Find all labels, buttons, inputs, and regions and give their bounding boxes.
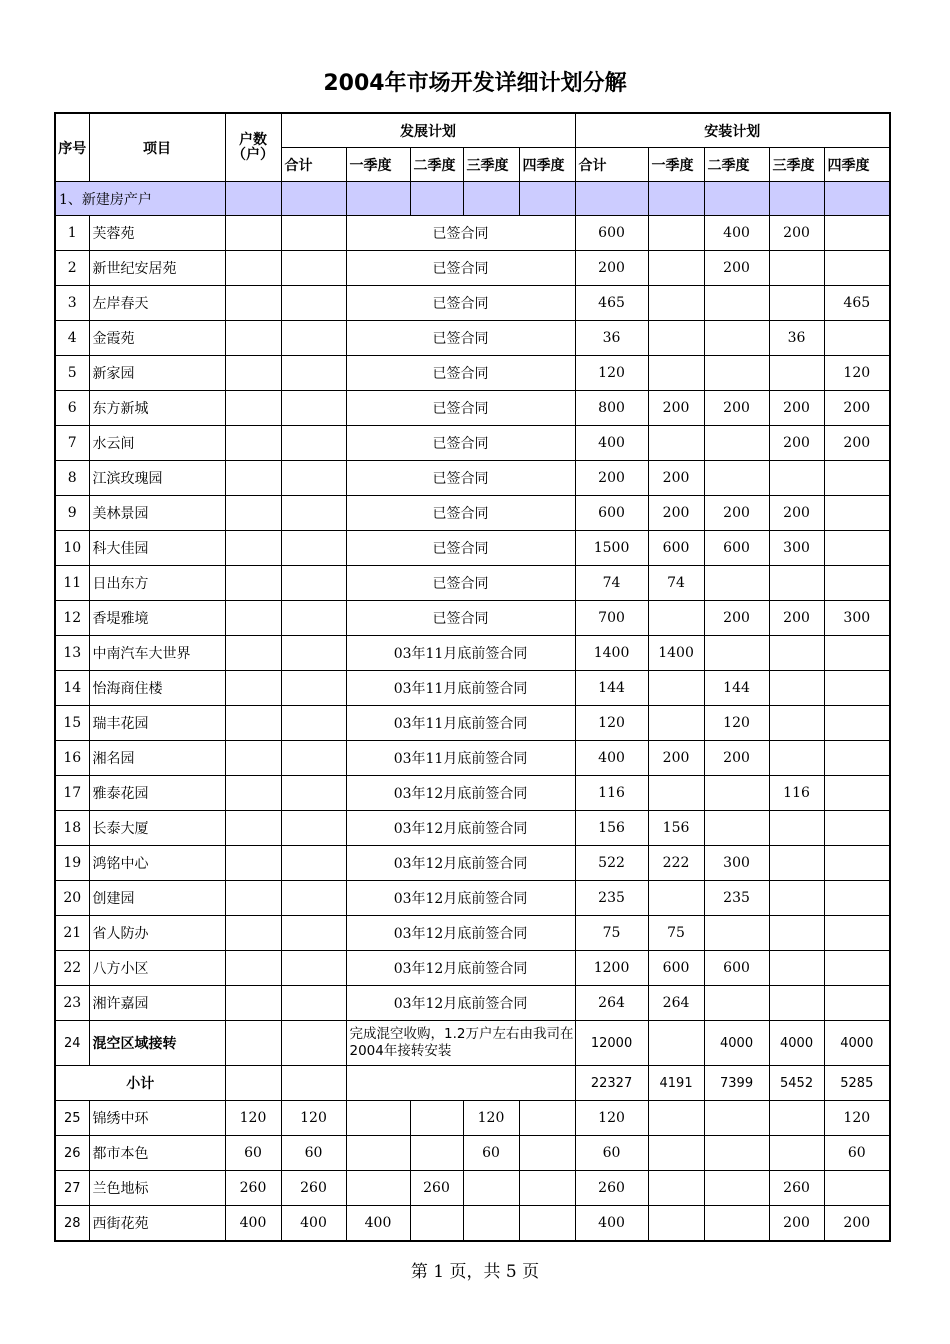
project-name: 瑞丰花园 [89,706,225,741]
households: 60 [225,1136,281,1171]
install-q2: 400 [704,216,769,251]
install-q4-header: 四季度 [824,148,890,182]
install-q2 [704,1206,769,1242]
table-row [55,1171,890,1206]
row-number: 10 [55,531,89,566]
install-total: 600 [575,496,648,531]
table-row [55,356,890,391]
install-q1 [648,671,704,706]
install-total: 36 [575,321,648,356]
project-name: 科大佳园 [89,531,225,566]
row-number: 19 [55,846,89,881]
project-name: 雅泰花园 [89,776,225,811]
install-q3 [769,1101,824,1136]
row-number: 1 [55,216,89,251]
install-q2: 600 [704,531,769,566]
header-row-1 [55,113,890,148]
table-row [55,1101,890,1136]
install-total: 1500 [575,531,648,566]
plan-note: 03年11月底前签合同 [346,636,575,671]
project-name: 锦绣中环 [89,1101,225,1136]
install-q3 [769,636,824,671]
install-q3 [769,741,824,776]
plan-note: 03年12月底前签合同 [346,776,575,811]
plan-note: 已签合同 [346,566,575,601]
install-total: 120 [575,706,648,741]
install-q2: 200 [704,601,769,636]
install-total: 400 [575,426,648,461]
install-q4 [824,671,890,706]
install-q3 [769,251,824,286]
install-q3 [769,846,824,881]
table-row [55,846,890,881]
install-total: 264 [575,986,648,1021]
row-number: 3 [55,286,89,321]
project-name: 金霞苑 [89,321,225,356]
table-row [55,706,890,741]
install-total: 465 [575,286,648,321]
install-q3: 200 [769,496,824,531]
project-name: 八方小区 [89,951,225,986]
subtotal-label: 小计 [55,1066,225,1101]
install-plan-header: 安装计划 [575,113,890,148]
page-footer: 第 1 页，共 5 页 [410,1262,540,1282]
row-number: 8 [55,461,89,496]
install-q4 [824,986,890,1021]
install-q2: 600 [704,951,769,986]
plan-note: 03年11月底前签合同 [346,741,575,776]
install-q1: 1400 [648,636,704,671]
row-number: 22 [55,951,89,986]
table-row [55,741,890,776]
install-q1: 200 [648,461,704,496]
install-q2 [704,321,769,356]
install-q1: 264 [648,986,704,1021]
install-q4 [824,776,890,811]
install-q1: 222 [648,846,704,881]
row-number: 7 [55,426,89,461]
dev-q2 [410,1101,463,1136]
install-q2: 200 [704,391,769,426]
table-row [55,601,890,636]
table-row [55,566,890,601]
dev-q4 [519,1206,575,1242]
row-number: 26 [55,1136,89,1171]
project-name: 江滨玫瑰园 [89,461,225,496]
plan-note: 已签合同 [346,286,575,321]
install-q4 [824,216,890,251]
table-row [55,671,890,706]
install-total: 120 [575,356,648,391]
dev-q3: 60 [463,1136,519,1171]
install-q4 [824,636,890,671]
project-header: 项目 [89,113,225,182]
install-q1: 156 [648,811,704,846]
install-q1 [648,1171,704,1206]
install-q4 [824,251,890,286]
project-name: 鸿铭中心 [89,846,225,881]
households-header: 户数（户） [225,113,281,182]
dev-q2: 260 [410,1171,463,1206]
install-q3 [769,706,824,741]
plan-note: 03年11月底前签合同 [346,706,575,741]
table-row [55,496,890,531]
table-row [55,916,890,951]
install-q4 [824,741,890,776]
dev-total: 400 [281,1206,346,1242]
table-row [55,461,890,496]
install-q1: 200 [648,391,704,426]
install-q4 [824,321,890,356]
table-row [55,881,890,916]
install-total: 400 [575,1206,648,1242]
install-total: 116 [575,776,648,811]
install-q2: 200 [704,496,769,531]
install-total: 120 [575,1101,648,1136]
row-number: 4 [55,321,89,356]
plan-note: 已签合同 [346,216,575,251]
plan-note: 已签合同 [346,391,575,426]
install-q3 [769,356,824,391]
install-q1 [648,706,704,741]
dev-q4 [519,1171,575,1206]
dev-q1: 400 [346,1206,410,1242]
row-number: 2 [55,251,89,286]
install-q4: 465 [824,286,890,321]
project-name: 兰色地标 [89,1171,225,1206]
row-number: 13 [55,636,89,671]
install-q2: 235 [704,881,769,916]
project-name: 湘许嘉园 [89,986,225,1021]
section-row [55,182,890,216]
project-name: 西街花苑 [89,1206,225,1242]
install-q1 [648,321,704,356]
plan-note: 03年12月底前签合同 [346,881,575,916]
install-total: 235 [575,881,648,916]
project-name: 中南汽车大世界 [89,636,225,671]
table-row [55,391,890,426]
install-total: 60 [575,1136,648,1171]
plan-note: 完成混空收购，1.2万户左右由我司在2004年接转安装 [346,1021,575,1066]
plan-note: 已签合同 [346,426,575,461]
install-q1: 200 [648,496,704,531]
install-q3: 200 [769,391,824,426]
install-q1 [648,1206,704,1242]
install-q2 [704,286,769,321]
install-total: 1400 [575,636,648,671]
install-q3 [769,811,824,846]
row-number: 21 [55,916,89,951]
dev-total-header: 合计 [281,148,346,182]
table-row [55,811,890,846]
install-q1 [648,1136,704,1171]
plan-table [54,112,891,1242]
install-q2 [704,636,769,671]
install-q4 [824,496,890,531]
install-q1 [648,356,704,391]
table-row [55,251,890,286]
plan-note: 03年12月底前签合同 [346,951,575,986]
install-q1: 74 [648,566,704,601]
install-q1 [648,286,704,321]
dev-total: 260 [281,1171,346,1206]
row-number: 15 [55,706,89,741]
table-row [55,321,890,356]
dev-q3-header: 三季度 [463,148,519,182]
table-row [55,216,890,251]
dev-q4-header: 四季度 [519,148,575,182]
plan-note: 已签合同 [346,356,575,391]
dev-q1 [346,1136,410,1171]
install-total: 156 [575,811,648,846]
project-name: 芙蓉苑 [89,216,225,251]
plan-note: 已签合同 [346,321,575,356]
dev-q2-header: 二季度 [410,148,463,182]
install-q2 [704,1136,769,1171]
install-q4 [824,811,890,846]
households: 400 [225,1206,281,1242]
install-total-header: 合计 [575,148,648,182]
section-title: 1、新建房产户 [55,182,225,216]
install-q4 [824,881,890,916]
install-q2: 120 [704,706,769,741]
install-q2 [704,356,769,391]
install-q1 [648,881,704,916]
plan-note: 03年12月底前签合同 [346,916,575,951]
plan-note: 03年11月底前签合同 [346,671,575,706]
row-number: 9 [55,496,89,531]
project-name: 新世纪安居苑 [89,251,225,286]
dev-plan-header: 发展计划 [281,113,575,148]
row-number: 6 [55,391,89,426]
install-total: 800 [575,391,648,426]
install-q3: 200 [769,601,824,636]
install-q3: 116 [769,776,824,811]
install-q2 [704,916,769,951]
table-row [55,776,890,811]
install-total: 522 [575,846,648,881]
page-title: 2004年市场开发详细计划分解 [323,71,627,96]
install-q3 [769,881,824,916]
households: 260 [225,1171,281,1206]
install-q4 [824,531,890,566]
install-q3: 36 [769,321,824,356]
install-q1: 75 [648,916,704,951]
table-row [55,1206,890,1242]
row-number: 28 [55,1206,89,1242]
project-name: 创建园 [89,881,225,916]
plan-note: 03年12月底前签合同 [346,811,575,846]
table-row [55,986,890,1021]
dev-q1-header: 一季度 [346,148,410,182]
plan-note: 已签合同 [346,496,575,531]
install-q4 [824,461,890,496]
project-name: 都市本色 [89,1136,225,1171]
project-name: 新家园 [89,356,225,391]
install-q3 [769,1136,824,1171]
install-q4: 200 [824,426,890,461]
install-q2 [704,566,769,601]
dev-q2 [410,1136,463,1171]
seq-header: 序号 [55,113,89,182]
install-q1 [648,251,704,286]
households: 120 [225,1101,281,1136]
row-number: 12 [55,601,89,636]
install-q1 [648,776,704,811]
table-row [55,1136,890,1171]
install-q2 [704,776,769,811]
table-row [55,426,890,461]
install-q2 [704,986,769,1021]
row-number: 23 [55,986,89,1021]
install-q2 [704,461,769,496]
install-q4: 200 [824,391,890,426]
install-q3-header: 三季度 [769,148,824,182]
project-name: 长泰大厦 [89,811,225,846]
install-q2: 144 [704,671,769,706]
install-q2: 200 [704,741,769,776]
install-total: 200 [575,461,648,496]
install-q4 [824,916,890,951]
dev-q1 [346,1101,410,1136]
install-q2 [704,426,769,461]
install-q4 [824,1171,890,1206]
install-q1-header: 一季度 [648,148,704,182]
install-q3 [769,916,824,951]
plan-note: 03年12月底前签合同 [346,986,575,1021]
dev-q3 [463,1171,519,1206]
row-number: 20 [55,881,89,916]
dev-q3 [463,1206,519,1242]
project-name: 美林景园 [89,496,225,531]
install-q2-header: 二季度 [704,148,769,182]
install-q4 [824,706,890,741]
project-name: 水云间 [89,426,225,461]
project-name: 湘名园 [89,741,225,776]
subtotal-row: 小计 22327 4191 7399 5452 5285 [55,1066,890,1101]
plan-note: 03年12月底前签合同 [346,846,575,881]
row-number: 18 [55,811,89,846]
dev-q3: 120 [463,1101,519,1136]
plan-note: 已签合同 [346,601,575,636]
install-q4 [824,566,890,601]
install-q2 [704,1171,769,1206]
install-q4: 60 [824,1136,890,1171]
install-q2 [704,811,769,846]
install-total: 75 [575,916,648,951]
install-q3: 300 [769,531,824,566]
row-number: 17 [55,776,89,811]
plan-note: 已签合同 [346,531,575,566]
install-total: 600 [575,216,648,251]
install-total: 260 [575,1171,648,1206]
install-q1 [648,216,704,251]
dev-total: 120 [281,1101,346,1136]
dev-q4 [519,1101,575,1136]
install-q4: 200 [824,1206,890,1242]
dev-q4 [519,1136,575,1171]
install-q3 [769,461,824,496]
project-name: 省人防办 [89,916,225,951]
project-name: 日出东方 [89,566,225,601]
project-name: 左岸春天 [89,286,225,321]
dev-total: 60 [281,1136,346,1171]
table-row: 24 混空区域接转 完成混空收购，1.2万户左右由我司在2004年接转安装 12000 4000 4000 4000 [55,1021,890,1066]
install-total: 400 [575,741,648,776]
install-total: 700 [575,601,648,636]
install-q3: 200 [769,1206,824,1242]
row-number: 11 [55,566,89,601]
row-number: 16 [55,741,89,776]
install-q4: 120 [824,1101,890,1136]
install-q3: 200 [769,216,824,251]
project-name: 怡海商住楼 [89,671,225,706]
plan-note: 已签合同 [346,251,575,286]
dev-q2 [410,1206,463,1242]
row-number: 5 [55,356,89,391]
row-number: 14 [55,671,89,706]
install-q4: 300 [824,601,890,636]
install-total: 74 [575,566,648,601]
install-total: 144 [575,671,648,706]
project-name: 东方新城 [89,391,225,426]
install-q4 [824,951,890,986]
install-q1: 600 [648,951,704,986]
install-q3 [769,986,824,1021]
install-q4: 120 [824,356,890,391]
install-q1: 200 [648,741,704,776]
install-q2 [704,1101,769,1136]
install-q3 [769,951,824,986]
install-q3: 260 [769,1171,824,1206]
install-q1 [648,1101,704,1136]
install-q1 [648,601,704,636]
table-row [55,951,890,986]
install-q1 [648,426,704,461]
install-q3: 200 [769,426,824,461]
table-row [55,531,890,566]
install-q2: 300 [704,846,769,881]
dev-q1 [346,1171,410,1206]
row-number: 27 [55,1171,89,1206]
install-q3 [769,566,824,601]
table-row [55,286,890,321]
project-name: 香堤雅境 [89,601,225,636]
project-name: 混空区域接转 [89,1021,225,1066]
table-row [55,636,890,671]
install-q2: 200 [704,251,769,286]
install-q3 [769,671,824,706]
install-total: 200 [575,251,648,286]
install-q1: 600 [648,531,704,566]
install-q3 [769,286,824,321]
install-q4 [824,846,890,881]
install-total: 1200 [575,951,648,986]
plan-note: 已签合同 [346,461,575,496]
row-number: 25 [55,1101,89,1136]
